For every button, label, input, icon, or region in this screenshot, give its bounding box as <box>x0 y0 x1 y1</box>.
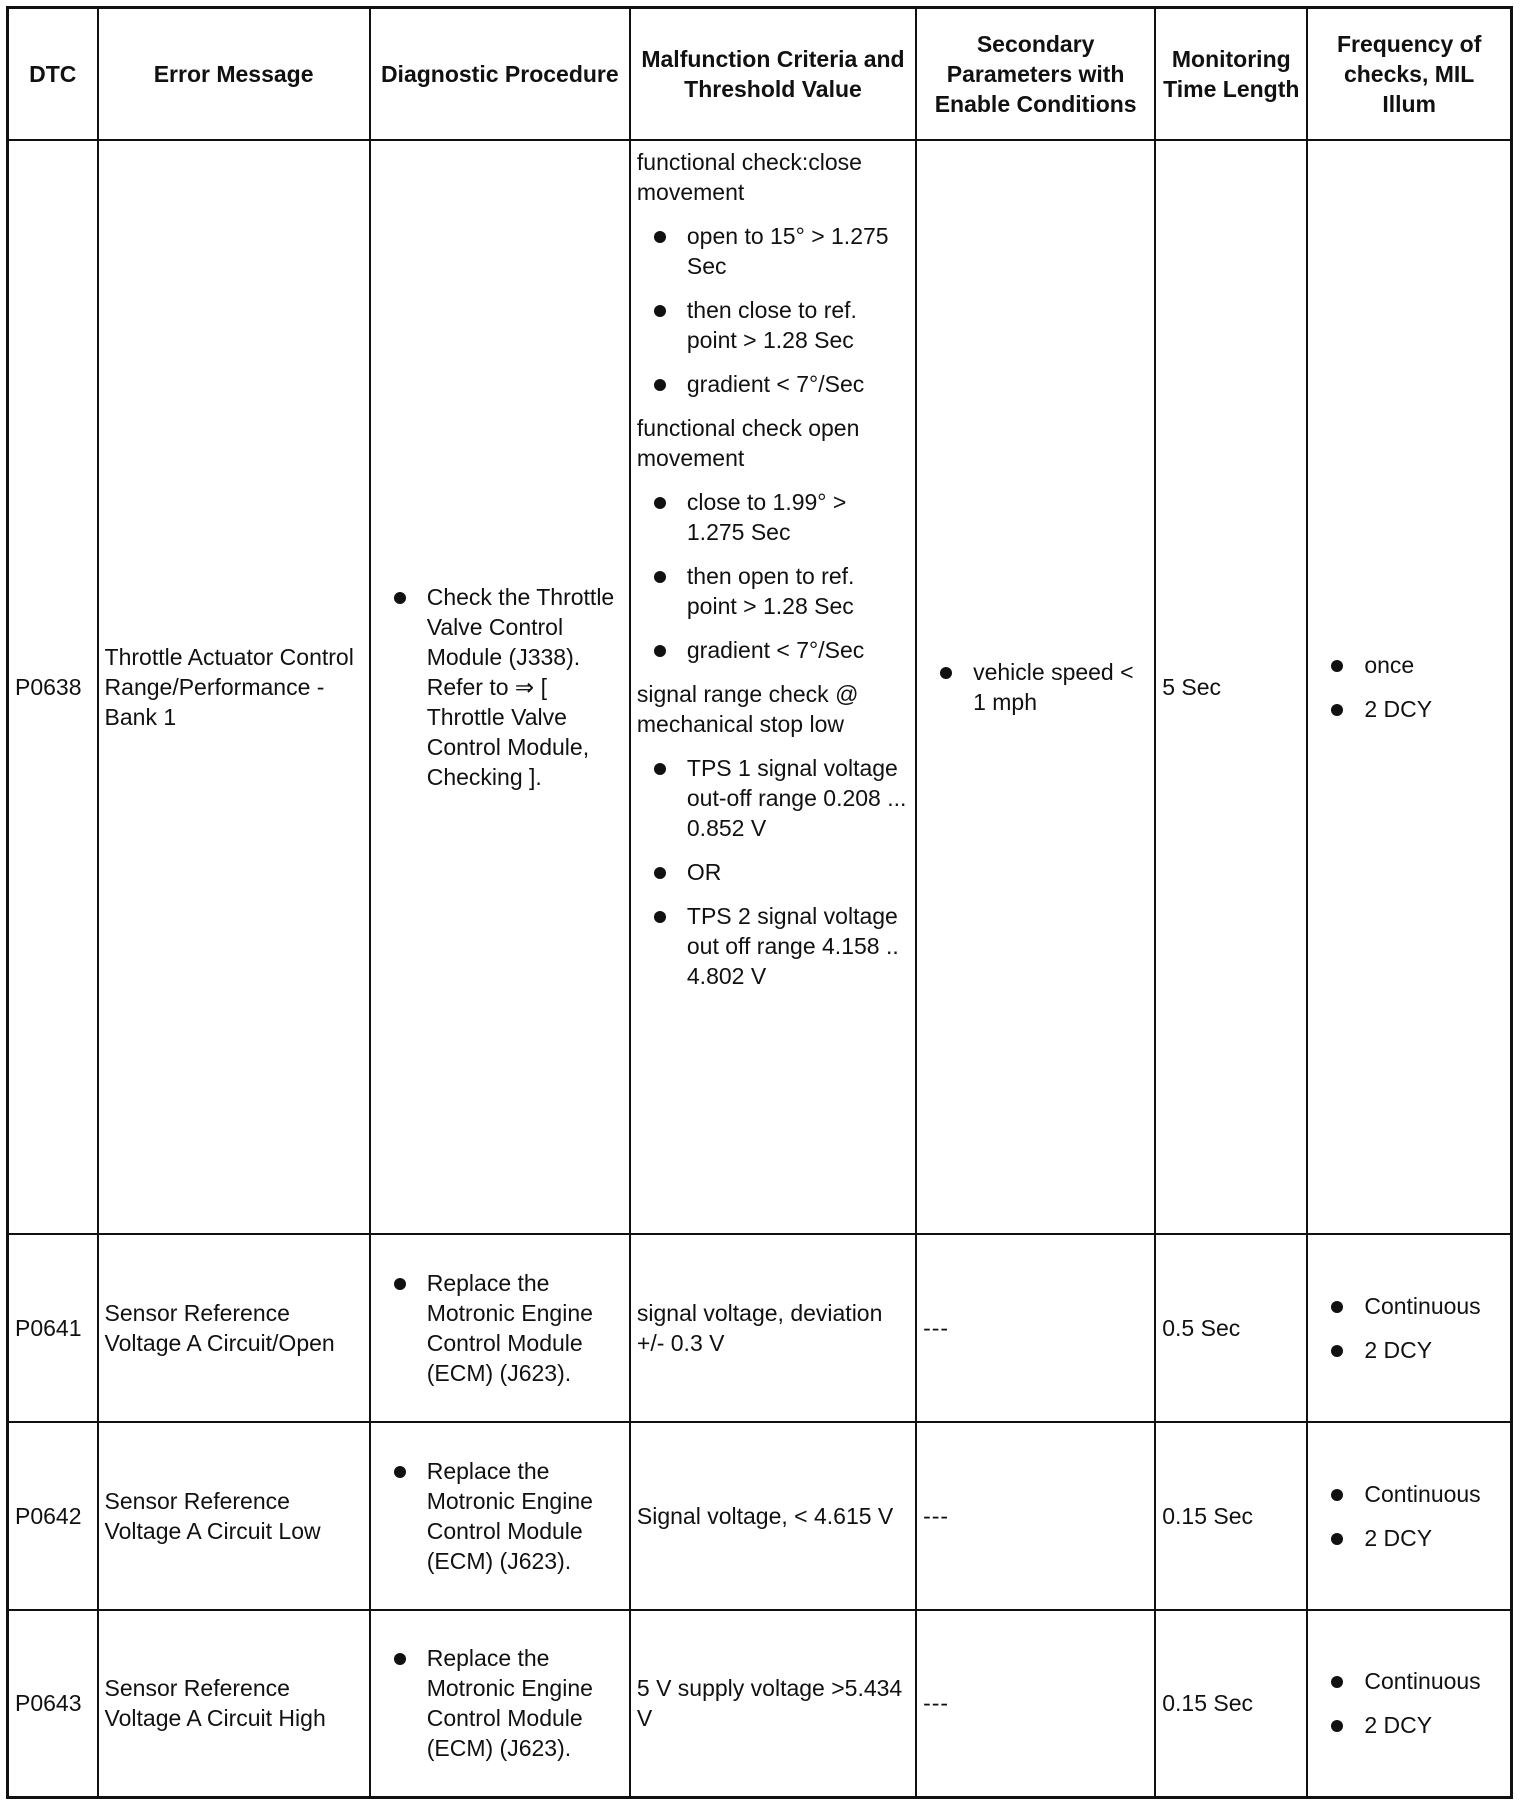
procedure-item: Replace the Motronic Engine Control Module (ECM) (J623). <box>377 1456 623 1576</box>
error-message: Throttle Actuator Control Range/Performance - Bank 1 <box>98 140 370 1234</box>
diagnostic-procedure <box>370 1422 630 1610</box>
frequency <box>1307 1234 1511 1422</box>
header-dtc: DTC <box>8 8 98 140</box>
dtc-code: P0642 <box>8 1422 98 1610</box>
frequency-item: 2 DCY <box>1314 1710 1504 1740</box>
criteria-item: TPS 1 signal voltage out-off range 0.208 ... 0.852 V <box>637 753 909 843</box>
header-frequency: Frequency of checks, MIL Illum <box>1307 8 1511 140</box>
header-malfunction-criteria: Malfunction Criteria and Threshold Value <box>630 8 916 140</box>
table-row <box>8 140 1512 1234</box>
procedure-item: Check the Throttle Valve Control Module (J338). Refer to ⇒ [ Throttle Valve Control Module, Checking ]. <box>377 582 623 792</box>
frequency-item: 2 DCY <box>1314 694 1504 724</box>
malfunction-criteria: 5 V supply voltage >5.434 V <box>630 1610 916 1798</box>
secondary-parameters <box>916 140 1155 1234</box>
criteria-group-title: functional check open movement <box>636 414 860 471</box>
criteria-item: gradient < 7°/Sec <box>637 369 909 399</box>
frequency <box>1307 1610 1511 1798</box>
criteria-item: TPS 2 signal voltage out off range 4.158 .. 4.802 V <box>637 901 909 991</box>
criteria-group-title: signal range check @ mechanical stop low <box>636 680 859 737</box>
monitoring-time: 5 Sec <box>1155 140 1307 1234</box>
frequency-item: Continuous <box>1314 1479 1504 1509</box>
header-secondary-parameters: Secondary Parameters with Enable Conditions <box>916 8 1155 140</box>
table-row <box>8 1422 1512 1610</box>
procedure-item: Replace the Motronic Engine Control Module (ECM) (J623). <box>377 1268 623 1388</box>
malfunction-criteria: Signal voltage, < 4.615 V <box>630 1422 916 1610</box>
dtc-table <box>6 6 1513 1799</box>
header-error-message: Error Message <box>98 8 370 140</box>
frequency-item: 2 DCY <box>1314 1523 1504 1553</box>
table-row <box>8 1234 1512 1422</box>
frequency <box>1307 140 1511 1234</box>
secondary-parameters: --- <box>916 1234 1155 1422</box>
criteria-item: then open to ref. point > 1.28 Sec <box>637 561 909 621</box>
error-message: Sensor Reference Voltage A Circuit Low <box>98 1422 370 1610</box>
criteria-item: close to 1.99° > 1.275 Sec <box>637 487 909 547</box>
criteria-item: open to 15° > 1.275 Sec <box>637 221 909 281</box>
diagnostic-procedure <box>370 140 630 1234</box>
monitoring-time: 0.15 Sec <box>1155 1610 1307 1798</box>
error-message: Sensor Reference Voltage A Circuit/Open <box>98 1234 370 1422</box>
procedure-item: Replace the Motronic Engine Control Module (ECM) (J623). <box>377 1643 623 1763</box>
dtc-document <box>6 6 1513 1786</box>
secondary-item: vehicle speed < 1 mph <box>923 657 1148 717</box>
criteria-item: gradient < 7°/Sec <box>637 635 909 665</box>
dtc-code: P0643 <box>8 1610 98 1798</box>
frequency-item: Continuous <box>1314 1666 1504 1696</box>
monitoring-time: 0.15 Sec <box>1155 1422 1307 1610</box>
dtc-code: P0641 <box>8 1234 98 1422</box>
malfunction-criteria: signal voltage, deviation +/- 0.3 V <box>630 1234 916 1422</box>
header-row <box>8 8 1512 140</box>
dtc-code: P0638 <box>8 140 98 1234</box>
malfunction-criteria <box>630 140 916 1234</box>
secondary-parameters: --- <box>916 1610 1155 1798</box>
frequency <box>1307 1422 1511 1610</box>
diagnostic-procedure <box>370 1610 630 1798</box>
monitoring-time: 0.5 Sec <box>1155 1234 1307 1422</box>
criteria-item: then close to ref. point > 1.28 Sec <box>637 295 909 355</box>
frequency-item: Continuous <box>1314 1291 1504 1321</box>
header-monitoring-time: Monitoring Time Length <box>1155 8 1307 140</box>
table-row <box>8 1610 1512 1798</box>
frequency-item: 2 DCY <box>1314 1335 1504 1365</box>
error-message: Sensor Reference Voltage A Circuit High <box>98 1610 370 1798</box>
criteria-group-title: functional check:close movement <box>636 148 862 205</box>
criteria-item: OR <box>637 857 909 887</box>
header-diagnostic-procedure: Diagnostic Procedure <box>370 8 630 140</box>
secondary-parameters: --- <box>916 1422 1155 1610</box>
diagnostic-procedure <box>370 1234 630 1422</box>
frequency-item: once <box>1314 650 1504 680</box>
